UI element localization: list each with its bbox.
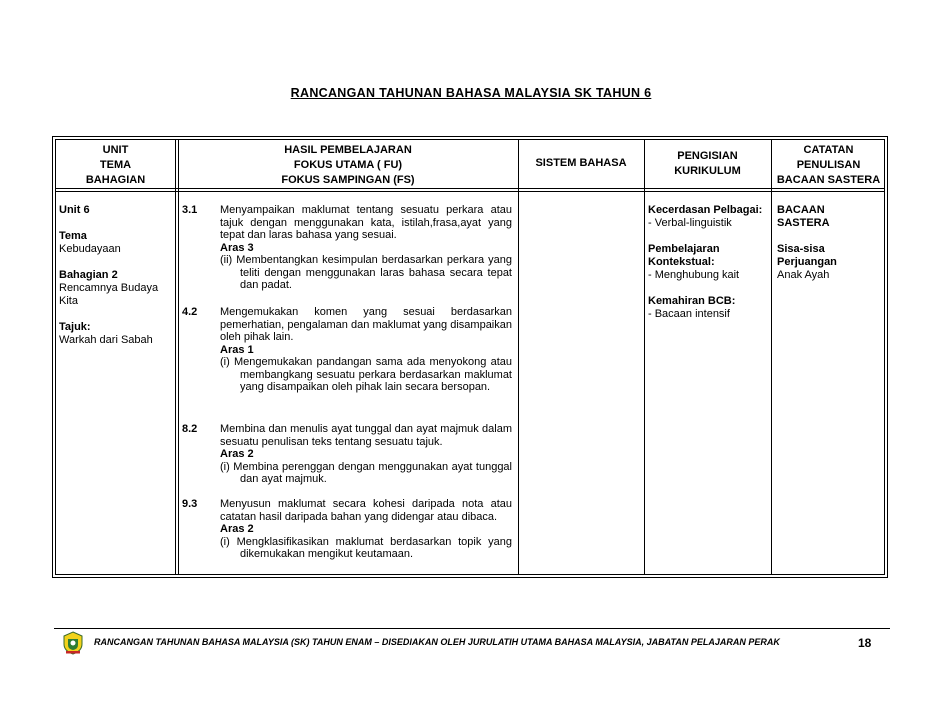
aras-label: Aras 2 (220, 523, 254, 535)
aras-label: Aras 2 (220, 448, 254, 460)
col-divider (175, 140, 176, 574)
bcb-label: Kemahiran BCB: (648, 295, 736, 307)
hasil-number: 8.2 (182, 423, 198, 435)
bahagian-label: Bahagian 2 (59, 269, 118, 281)
perak-crest-icon (62, 631, 84, 655)
footer-text: RANCANGAN TAHUNAN BAHASA MALAYSIA (SK) TAHUN ENAM – DISEDIAKAN OLEH JURULATIH UTAMA BAHASA MALAYSIA, JABATAN PELAJARAN PERAK (94, 637, 780, 647)
hasil-number: 3.1 (182, 204, 198, 216)
col-divider (644, 140, 645, 574)
header-hasil: HASIL PEMBELAJARAN FOKUS UTAMA ( FU) FOKUS SAMPINGAN (FS) (281, 144, 415, 186)
hasil-number: 9.3 (182, 498, 198, 510)
aras-label: Aras 3 (220, 241, 254, 254)
catatan-heading: SASTERA (777, 217, 830, 229)
aras-label: Aras 1 (220, 343, 254, 356)
unit-cell (59, 204, 174, 347)
header-divider (56, 191, 884, 192)
hasil-subitem: (i) Mengemukakan pandangan sama ada menyokong atau membangkang sesuatu perkara berdasarkan maklumat yang disampaikan oleh pihak lain secara bersopan. (220, 356, 512, 393)
kp-label: Kecerdasan Pelbagai: (648, 204, 763, 216)
catatan-title: Sisa-sisa (777, 243, 825, 255)
hasil-text: Mengemukakan komen yang sesuai berdasarkan pemerhatian, pengalaman dan maklumat yang disampaikan oleh pihak lain. (220, 306, 512, 343)
hasil-subitem: (i) Mengklasifikasikan maklumat berdasarkan topik yang dikemukakan mengikut keutamaan. (220, 535, 512, 560)
header-catatan: CATATAN PENULISAN BACAAN SASTERA (776, 144, 881, 186)
unit-label: Unit 6 (59, 204, 90, 216)
catatan-title: Perjuangan (777, 256, 837, 268)
hasil-item (220, 306, 512, 394)
col-divider (518, 140, 519, 574)
hasil-text: Menyusun maklumat secara kohesi daripada nota atau catatan hasil daripada bahan yang didengar atau dibaca. (220, 498, 512, 523)
col-divider (771, 140, 772, 574)
catatan-value: Anak Ayah (777, 269, 830, 281)
tajuk-label: Tajuk: (59, 321, 91, 333)
hasil-item (220, 204, 512, 292)
tajuk-value: Warkah dari Sabah (59, 334, 153, 346)
bahagian-value: Rencamnya Budaya (59, 282, 159, 294)
catatan-heading: BACAAN (777, 204, 825, 216)
page-number: 18 (858, 636, 872, 650)
bahagian-value: Kita (59, 295, 78, 307)
tema-label: Tema (59, 230, 87, 242)
hasil-item (220, 423, 512, 486)
hasil-item (220, 498, 512, 561)
hasil-text: Menyampaikan maklumat tentang sesuatu perkara atau tajuk dengan menggunakan kata, istilah,frasa,ayat yang tepat dan laras bahasa yang sesuai. (220, 204, 512, 241)
header-unit: UNIT TEMA BAHAGIAN (85, 144, 146, 186)
catatan-cell (777, 204, 887, 282)
tema-value: Kebudayaan (59, 243, 121, 255)
yearly-plan-table (52, 136, 888, 578)
hasil-text: Membina dan menulis ayat tunggal dan ayat majmuk dalam sesuatu penulisan teks tentang sesuatu tajuk. (220, 423, 512, 448)
hasil-number: 4.2 (182, 306, 198, 318)
hasil-subitem: (i) Membina perenggan dengan menggunakan ayat tunggal dan ayat majmuk. (220, 460, 512, 485)
hasil-subitem: (ii) Membentangkan kesimpulan berdasarkan perkara yang teliti dengan menggunakan laras bahasa secara tepat dan padat. (220, 254, 512, 291)
header-sistem-bahasa: SISTEM BAHASA (535, 157, 627, 169)
footer-divider (54, 628, 890, 629)
pk-label: Pembelajaran (648, 243, 720, 255)
pk-label: Kontekstual: (648, 256, 715, 268)
pk-value: - Menghubung kait (648, 269, 740, 281)
header-divider (56, 188, 884, 189)
header-pengisian: PENGISIAN KURIKULUM (674, 150, 741, 177)
bcb-value: - Bacaan intensif (648, 308, 730, 320)
col-divider (178, 140, 179, 574)
kp-value: - Verbal-linguistik (648, 217, 732, 229)
pengisian-cell (648, 204, 770, 321)
page-title: RANCANGAN TAHUNAN BAHASA MALAYSIA SK TAHUN 6 (290, 86, 652, 100)
